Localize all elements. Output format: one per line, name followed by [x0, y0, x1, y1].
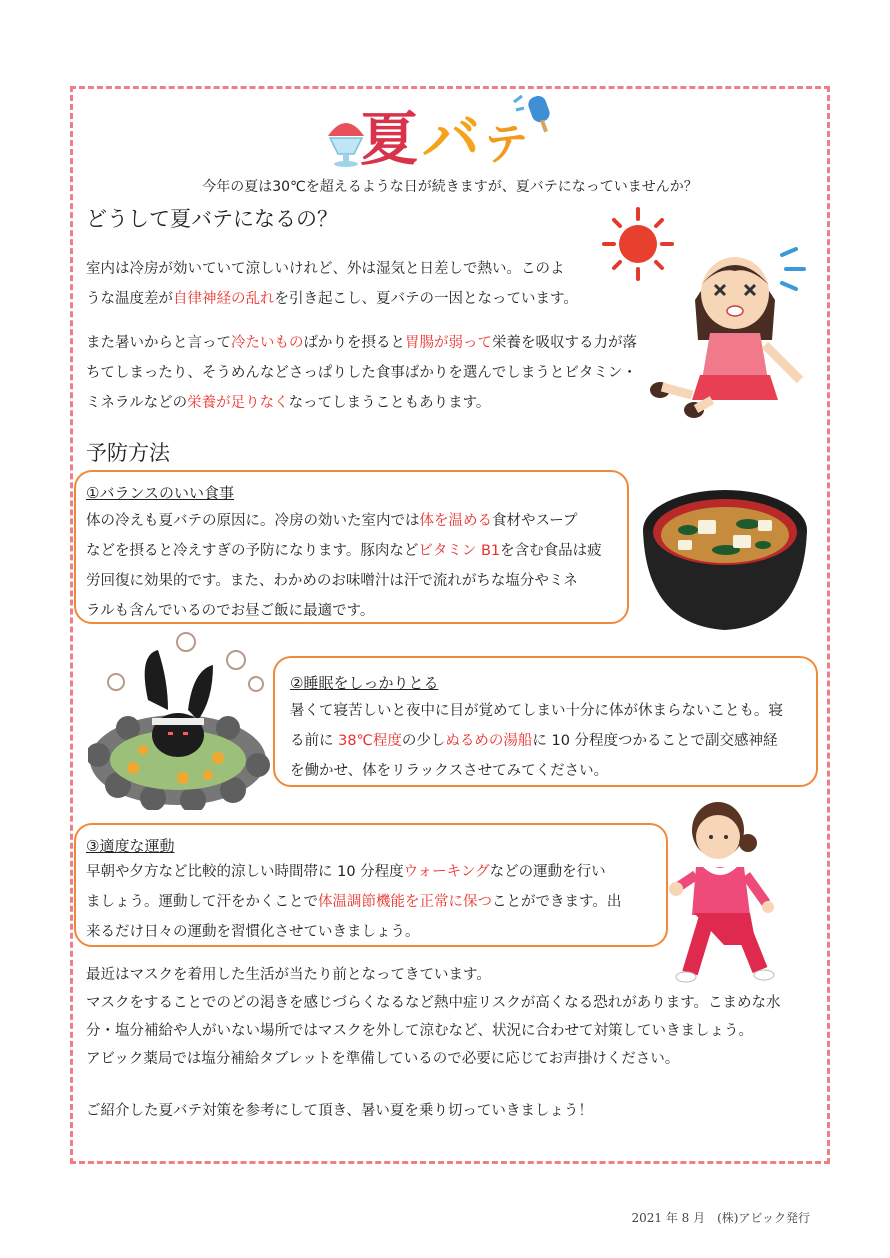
highlight-text: 冷たいもの: [231, 335, 304, 351]
footer-publisher: 2021 年 8 月 (株)アビック発行: [631, 1211, 810, 1225]
text: 来るだけ日々の運動を習慣化させていきましょう。: [86, 924, 420, 940]
section-heading-cause: [86, 203, 338, 233]
text: 労回復に効果的です。また、わかめのお味噌汁は汗で流れがちな塩分やミネ: [86, 573, 578, 589]
text: などの運動を行い: [489, 864, 606, 880]
text: 分・塩分補給や人がいない場所ではマスクを外して涼むなど、状況に合わせて対策していきましょう。: [86, 1023, 753, 1039]
text: などを摂ると冷えすぎの予防になります。豚肉など: [86, 543, 419, 559]
highlight-text: ぬるめの湯船: [445, 733, 533, 749]
highlight-text: 胃腸が弱って: [405, 335, 492, 351]
title-char-te: テ: [484, 119, 533, 170]
heat-exhausted-girl-illustration: [600, 205, 815, 420]
text: 食材やスープ: [492, 513, 578, 529]
text: ちてしまったり、そうめんなどさっぱりした食事ばかりを選んでしまうとビタミン・: [86, 365, 637, 381]
tip-box-exercise-text: [86, 857, 661, 947]
tip-box-diet: [74, 470, 629, 624]
subtitle: 今年の夏は30℃を超えるような日が続きますが、夏バテになっていませんか？: [202, 179, 698, 195]
text: 最近はマスクを着用した生活が当たり前となってきています。: [86, 967, 491, 983]
text: の少し: [401, 733, 446, 749]
section1-paragraph-2: [86, 328, 686, 418]
closing-paragraph: [86, 961, 806, 1073]
text: ミネラルなどの: [86, 395, 188, 411]
text: 体の冷えも夏バテの原因に。冷房の効いた室内では: [86, 513, 420, 529]
text: を働かせ、体をリラックスさせてみてください。: [290, 763, 609, 779]
text: なってしまうこともあります。: [288, 395, 491, 411]
tip-box-sleep-text: [290, 696, 815, 786]
tip-box-exercise: [74, 823, 668, 947]
text: 暑くて寝苦しいと夜中に目が覚めてしまい十分に体が休まらないことも。寝: [290, 703, 783, 719]
text: ましょう。運動して汗をかくことで: [86, 894, 318, 910]
closing-final-line: ご紹介した夏バテ対策を参考にして頂き、暑い夏を乗り切っていきましょう！: [86, 1103, 593, 1119]
title-char-ba: バ: [422, 105, 485, 173]
text: マスクをすることでのどの渇きを感じづらくなるなど熱中症リスクが高くなる恐れがあります。こまめな水: [86, 995, 781, 1011]
tip-box-sleep-title: [290, 672, 438, 693]
tip-box-sleep: [273, 656, 818, 787]
text: 室内は冷房が効いていて涼しいけれど、外は湿気と日差しで熱い。このよ: [86, 261, 565, 277]
text: ラルも含んでいるのでお昼ご飯に最適です。: [86, 603, 375, 619]
title-area: [320, 92, 580, 172]
text: に 10 分程度つかることで副交感神経: [532, 733, 778, 749]
text: アビック薬局では塩分補給タブレットを準備しているので必要に応じてお声掛けください。: [86, 1051, 680, 1067]
tip-box-diet-text: [86, 506, 626, 626]
highlight-text: 自律神経の乱れ: [173, 291, 275, 307]
highlight-text: ウォーキング: [403, 864, 490, 880]
section-heading-prevention: [86, 437, 170, 467]
title-text: ③適度な運動: [86, 837, 175, 855]
highlight-text: 38℃程度: [338, 733, 402, 749]
tip-box-exercise-title: [86, 835, 174, 856]
highlight-text: 体温調節機能を正常に保つ: [318, 894, 492, 910]
text: る前に: [290, 733, 339, 749]
section2-heading: 予防方法: [86, 441, 170, 465]
section1-heading: どうして夏バテになるの？: [86, 207, 338, 231]
popsicle-icon: [510, 92, 560, 136]
highlight-text: ビタミン B1: [418, 543, 501, 559]
title-text: ①バランスのいい食事: [86, 484, 234, 502]
tip-box-diet-title: [86, 482, 234, 503]
section1-paragraph-1: [86, 254, 606, 314]
text: また暑いからと言って: [86, 335, 231, 351]
title-text: ②睡眠をしっかりとる: [290, 674, 439, 692]
text: ことができます。出: [492, 894, 622, 910]
text: を含む食品は疲: [500, 543, 602, 559]
miso-soup-illustration: [638, 480, 813, 640]
page-title: [360, 92, 532, 176]
text: うな温度差が: [86, 291, 173, 307]
text: を引き起こし、夏バテの一因となっています。: [274, 291, 578, 307]
text: 早朝や夕方など比較的涼しい時間帯に 10 分程度: [86, 864, 404, 880]
highlight-text: 栄養が足りなく: [187, 395, 289, 411]
hot-spring-illustration: [88, 630, 273, 810]
text: 栄養を吸収する力が落: [492, 335, 637, 351]
text: ばかりを摂ると: [303, 335, 405, 351]
highlight-text: 体を温める: [419, 513, 492, 529]
title-char-natsu: 夏: [360, 105, 423, 173]
